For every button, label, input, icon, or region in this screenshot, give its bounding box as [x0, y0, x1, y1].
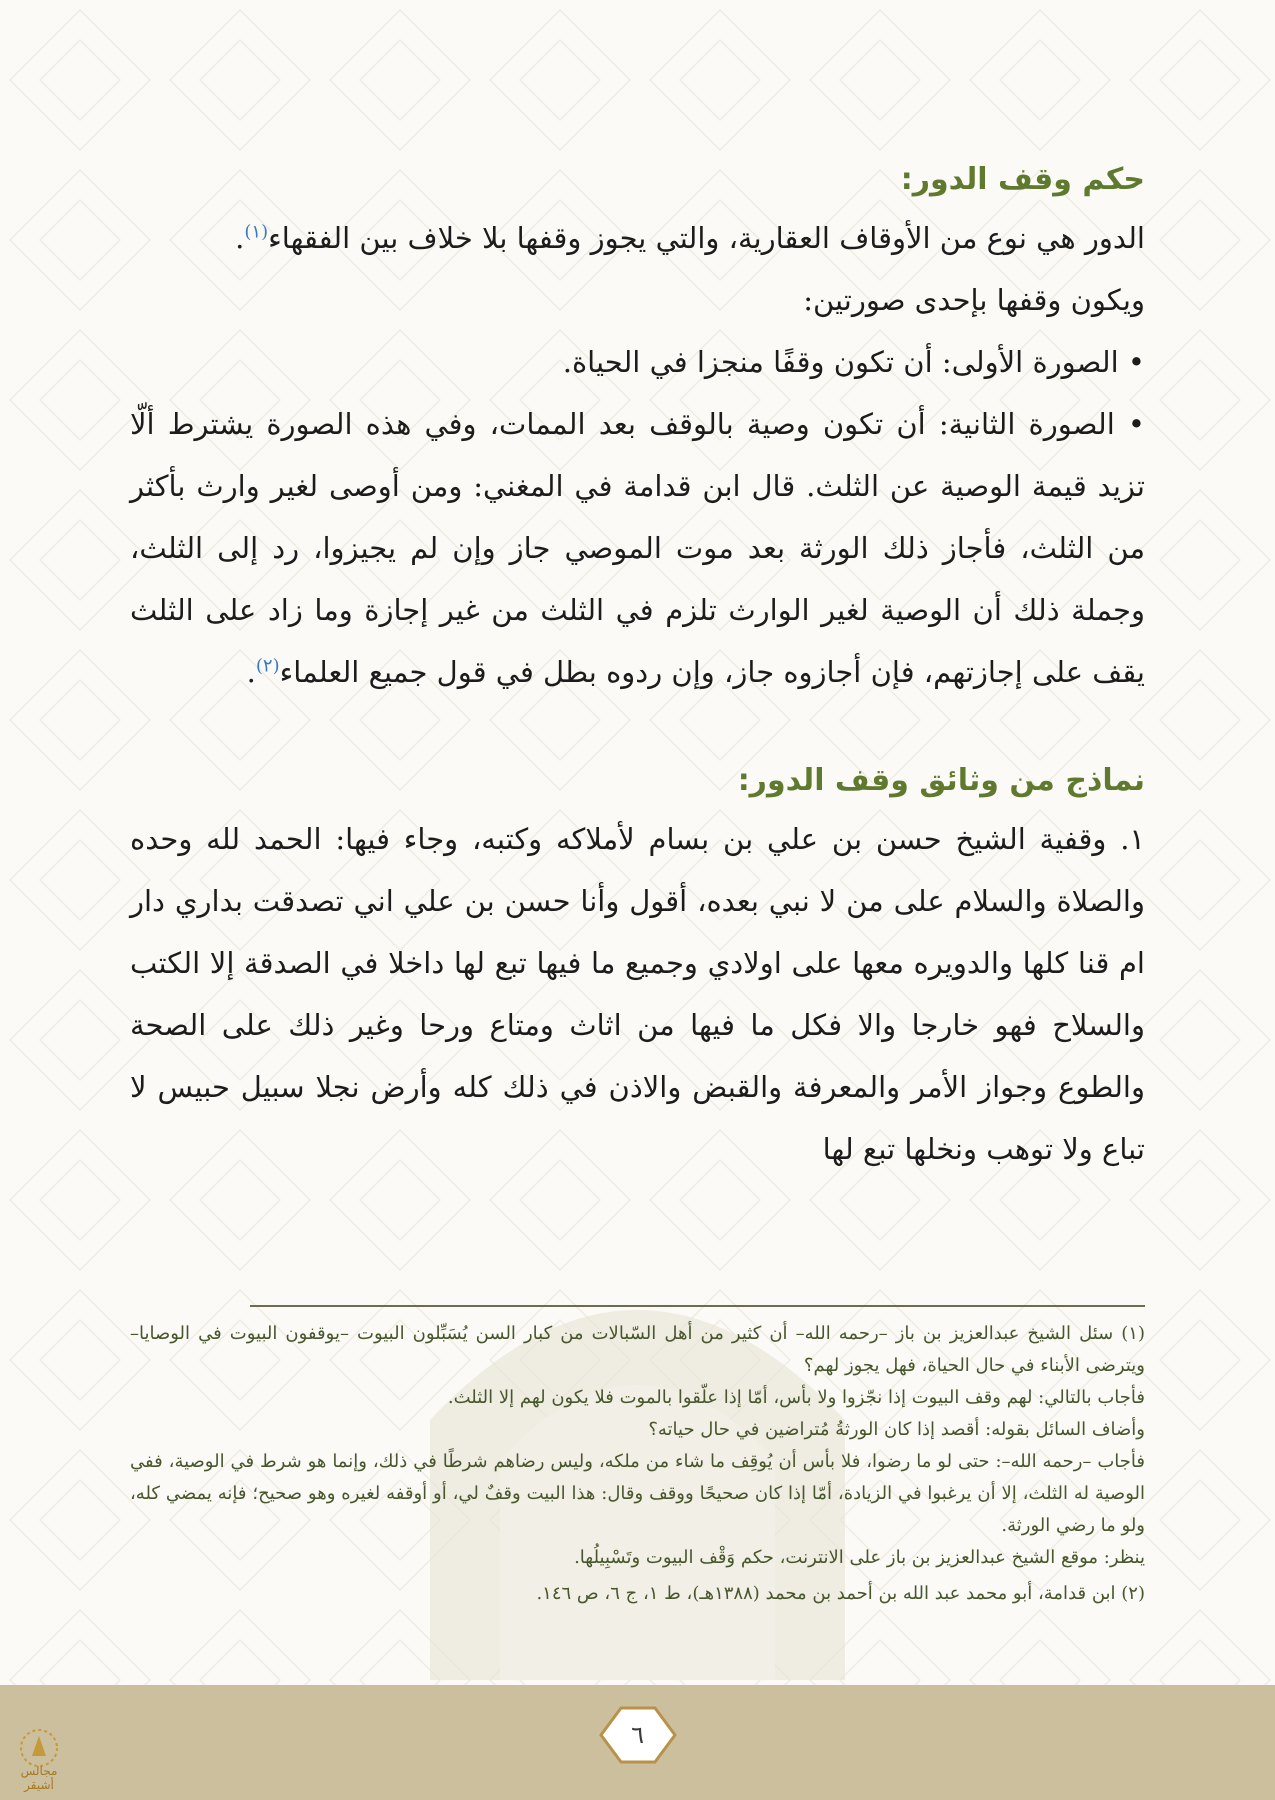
paragraph: ويكون وقفها بإحدى صورتين: [803, 283, 1145, 317]
period: . [246, 655, 256, 689]
page-number: ٦ [631, 1721, 644, 1749]
footnote-2: (٢) ابن قدامة، أبو محمد عبد الله بن أحمد بن محمد (١٣٨٨هـ)، ط ١، ج ٦، ص ١٤٦. [536, 1583, 1145, 1604]
footnote-ref-1[interactable]: (١) [244, 221, 269, 243]
footnote-ref-2[interactable]: (٢) [255, 655, 280, 677]
footnote-1 [130, 1318, 1145, 1574]
bullet-item-second-form [130, 393, 1145, 703]
paragraph-waqf-document-1: ١. وقفية الشيخ حسن بن علي بن بسام لأملاكه وكتبه، وجاء فيها: الحمد لله وحده والصلاة والسلام على من لا نبي بعده، أقول وأنا حسن بن علي اني تصدقت بداري دار ام قنا كلها والدويره معها على اولادي وجميع ما فيها تبع لها داخلا في الصدقة إلا الكتب والسلاح فهو خارجا والا فكل ما فيها من اثاث ومتاع ورحا وغير ذلك على الصحة والطوع وجواز الأمر والمعرفة والقبض والاذن في ذلك كله وأرض نجلا سبيل حبيس لا تباع ولا توهب ونخلها تبع لها [130, 822, 1145, 1166]
footnote-divider [250, 1305, 1145, 1307]
page-number-badge [583, 1704, 693, 1766]
bullet-text: الصورة الثانية: أن تكون وصية بالوقف بعد الممات، وفي هذه الصورة يشترط ألّا تزيد قيمة الوصية عن الثلث. قال ابن قدامة في المغني: ومن أوصى لغير وارث بأكثر من الثلث، فأجاز ذلك الورثة بعد موت الموصي جاز وإن لم يجيزوا، رد إلى الثلث، وجملة ذلك أن الوصية لغير الوارث تلزم في الثلث من غير إجازة وما زاد على الثلث يقف على إجازتهم، فإن أجازوه جاز، وإن ردوه بطل في قول جميع العلماء [130, 407, 1145, 689]
paragraph-text: الدور هي نوع من الأوقاف العقارية، والتي يجوز وقفها بلا خلاف بين الفقهاء [268, 221, 1145, 255]
footnote-1-answer-2: فأجاب –رحمه الله–: حتى لو ما رضوا، فلا بأس أن يُوقِف ما شاء من ملكه، وليس رضاهم شرطًا في ذلك، وإنما هو شرط في الوصية، ففي الوصية له الثلث، إلا أن يرغبوا في الزيادة، أمّا إذا كان صحيحًا ووقف وقال: هذا البيت وقفٌ لي، أو أوقفه لغيره وهو صحيح؛ فإنه يمضي كله، ولو ما رضي الورثة. [130, 1451, 1145, 1536]
section-heading-document-samples: نماذج من وثائق وقف الدور: [737, 763, 1145, 798]
period: . [235, 221, 245, 255]
publisher-logo [8, 1722, 70, 1792]
footnote-1-followup: وأضاف السائل بقوله: أقصد إذا كان الورثةُ مُتراضين في حال حياته؟ [648, 1419, 1145, 1440]
footnotes [130, 1318, 1145, 1614]
section-heading-dur-waqf-ruling: حكم وقف الدور: [900, 162, 1145, 197]
logo-text: مجالس أشيقر [20, 1764, 58, 1792]
bullet-item-first-form: • الصورة الأولى: أن تكون وقفًا منجزا في الحياة. [130, 331, 1145, 393]
footnote-1-question: (١) سئل الشيخ عبدالعزيز بن باز –رحمه الله– أن كثير من أهل السّبالات من كبار السن يُسَبِّلون البيوت –يوقفون البيوت في الوصايا– ويترضى الأبناء في حال الحياة، فهل يجوز لهم؟ [130, 1323, 1145, 1376]
footnote-1-answer: فأجاب بالتالي: لهم وقف البيوت إذا نجّزوا ولا بأس، أمّا إذا علّقوا بالموت فلا يكون لهم إلا الثلث. [447, 1387, 1145, 1408]
footnote-1-source: ينظر: موقع الشيخ عبدالعزيز بن باز على الانترنت، حكم وَقْف البيوت وتَسْبِيلُها. [574, 1547, 1145, 1568]
main-text [130, 150, 1145, 1180]
paragraph [130, 207, 1145, 269]
section-spacer [130, 703, 1145, 751]
